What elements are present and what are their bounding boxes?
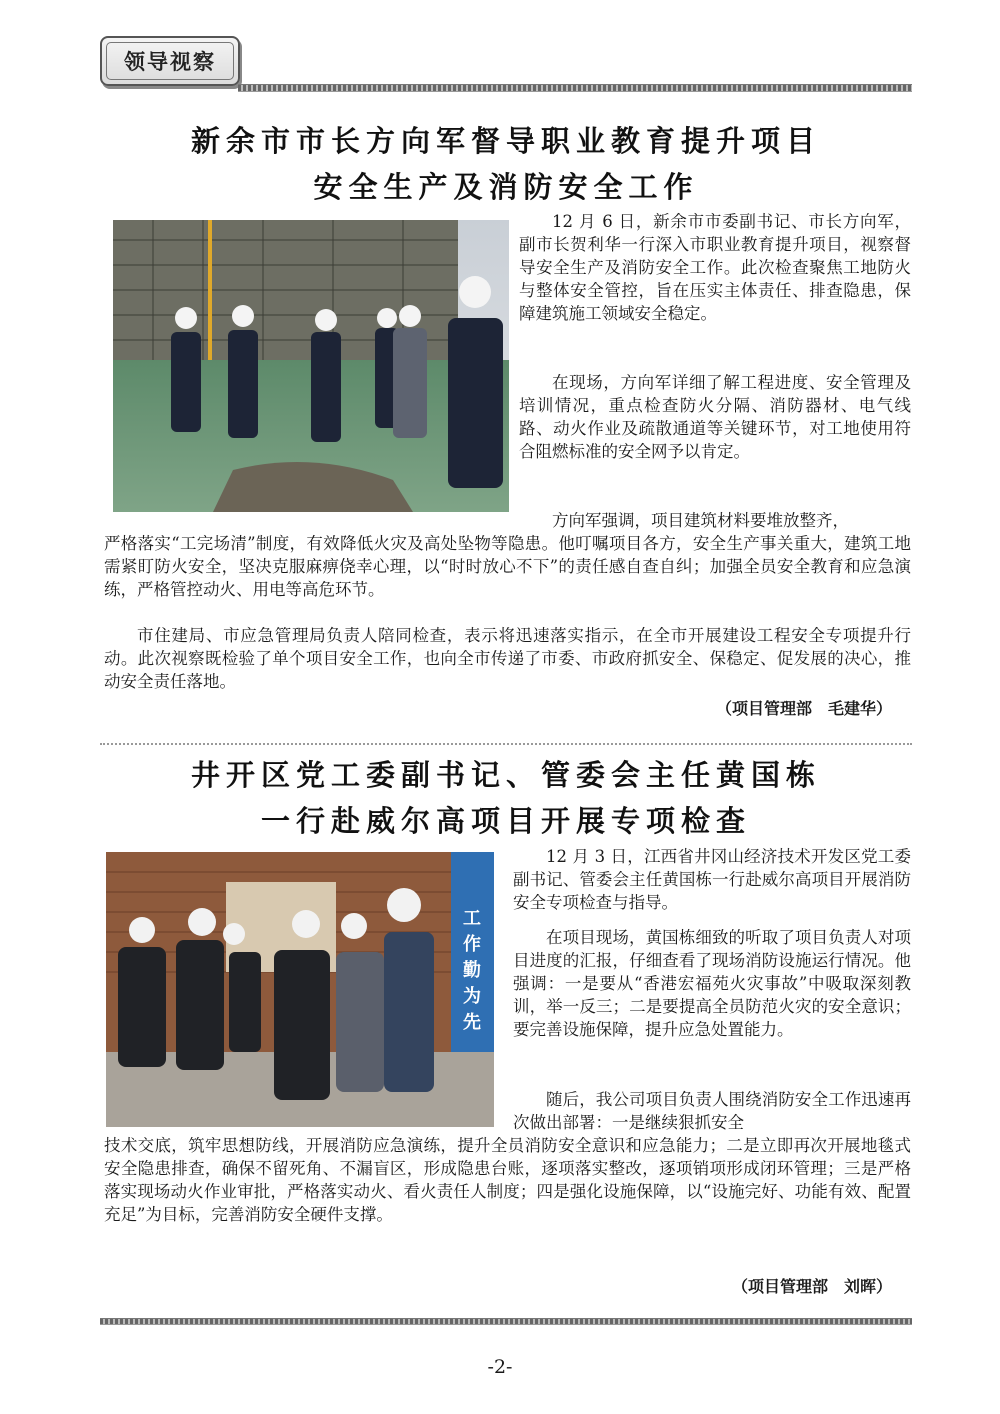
section-tag [100, 36, 240, 86]
article1-paragraph-4: 市住建局、市应急管理局负责人陪同检查，表示将迅速落实指示，在全市开展建设工程安全专项提升行动。此次视察既检验了单个项目安全工作，也向全市传递了市委、市政府抓安全、保稳定、促发展的决心，推动安全责任落地。 [104, 626, 911, 691]
page-number: -2- [487, 1356, 513, 1378]
article2-paragraph-3-start: 随后，我公司项目负责人围绕消防安全工作迅速再次做出部署：一是继续狠抓安全 [513, 1090, 911, 1132]
svg-text:为: 为 [463, 986, 481, 1007]
article2-title-line1: 井开区党工委副书记、管委会主任黄国栋 [190, 758, 821, 792]
article2-title-line2: 一行赴威尔高项目开展专项检查 [260, 804, 751, 838]
article1-byline: （项目管理部 毛建华） [715, 699, 892, 718]
article1-paragraph-3-rest: 严格落实“工完场清”制度，有效降低火灾及高处坠物等隐患。他叮嘱项目各方，安全生产事关重大，建筑工地需紧盯防火安全，坚决克服麻痹侥幸心理，以“时时放心不下”的责任感自查自纠；加强全员安全教育和应急演练，严格管控动火、用电等高危环节。 [104, 534, 911, 599]
construction-site-photo-icon [113, 220, 509, 512]
article2-photo [106, 852, 494, 1127]
article1-title-line2: 安全生产及消防安全工作 [313, 170, 699, 204]
article1-title-line1: 新余市市长方向军督导职业教育提升项目 [190, 124, 821, 158]
article2-paragraph-1: 12 月 3 日，江西省井冈山经济技术开发区党工委副书记、管委会主任黄国栋一行赴威尔高项目开展消防安全专项检查与指导。 [513, 847, 911, 912]
article2-paragraph-3-rest: 技术交底，筑牢思想防线，开展消防应急演练，提升全员消防安全意识和应急能力；二是立即再次开展地毯式安全隐患排查，确保不留死角、不漏盲区，形成隐患台账，逐项落实整改，逐项销项形成闭环管理；三是严格落实现场动火作业审批，严格落实动火、看火责任人制度；四是强化设施保障，以“设施完好、功能有效、配置充足”为目标，完善消防安全硬件支撑。 [104, 1136, 911, 1224]
article-divider [100, 743, 912, 745]
article1-photo [113, 220, 509, 512]
inspection-photo-icon [106, 852, 494, 1127]
article1-paragraph-3-start: 方向军强调，项目建筑材料要堆放整齐， [552, 511, 849, 530]
article2-paragraph-2: 在项目现场，黄国栋细致的听取了项目负责人对项目进度的汇报，仔细查看了现场消防设施运行情况。他强调：一是要从“香港宏福苑火灾事故”中吸取深刻教训，举一反三；二是要提高全员防范火灾的安全意识；要完善设施保障，提升应急处置能力。 [513, 928, 911, 1039]
section-label: 领导视察 [106, 42, 234, 80]
svg-text:勤: 勤 [463, 960, 481, 981]
article1-paragraph-1: 12 月 6 日，新余市市委副书记、市长方向军，副市长贺利华一行深入市职业教育提升项目，视察督导安全生产及消防安全工作。此次检查聚焦工地防火与整体安全管控，旨在压实主体责任、排查隐患，保障建筑施工领域安全稳定。 [519, 212, 911, 323]
svg-text:先: 先 [463, 1012, 481, 1033]
header-rule [238, 84, 912, 92]
footer-rule [100, 1318, 912, 1325]
svg-text:工: 工 [463, 908, 481, 929]
article2-byline: （项目管理部 刘晖） [731, 1277, 892, 1296]
article1-paragraph-2: 在现场，方向军详细了解工程进度、安全管理及培训情况，重点检查防火分隔、消防器材、电气线路、动火作业及疏散通道等关键环节，对工地使用符合阻燃标准的安全网予以肯定。 [519, 373, 911, 461]
svg-text:作: 作 [463, 934, 481, 955]
